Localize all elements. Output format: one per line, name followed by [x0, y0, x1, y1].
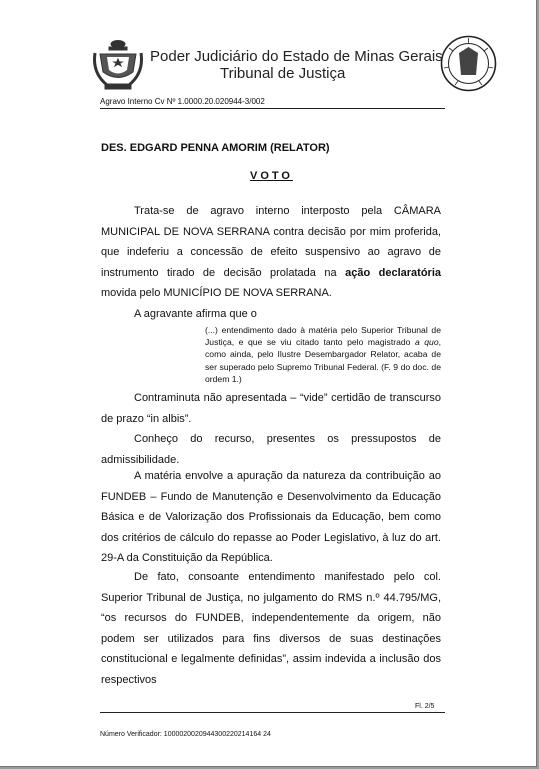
paragraph-1: Trata-se de agravo interno interposto pela CÂMARA MUNICIPAL DE NOVA SERRANA contra decisão por mim proferida, que indeferiu a concessão de efeito suspensivo ao agravo de instrumento tirado de decisão prolatada na ação declaratória movida pelo MUNICÍPIO DE NOVA SERRANA.: [101, 205, 442, 300]
court-subtitle: Tribunal de Justiça: [220, 65, 346, 82]
court-name: Poder Judiciário do Estado de Minas Gerais: [150, 48, 443, 65]
paragraph-2: A agravante afirma que o: [134, 308, 257, 320]
footer-divider: [100, 712, 445, 713]
paragraph-6: De fato, consoante entendimento manifestado pelo col. Superior Tribunal de Justiça, no julgamento do RMS n.º 44.795/MG, “os recursos do FUNDEB, independentemente da origem, não podem ser utilizados para fins diversos de suas destinações constitucional e legalmente definidas”, assim indevida a inclusão dos respectivos: [101, 571, 441, 686]
relator-heading: DES. EDGARD PENNA AMORIM (RELATOR): [101, 142, 330, 154]
header-divider: [100, 108, 445, 109]
paragraph-5: A matéria envolve a apuração da natureza da contribuição ao FUNDEB – Fundo de Manutenção e Desenvolvimento da Educação Básica e de Valorização dos Profissionais da Educação, bem como dos critérios de cálculo do repasse ao Poder Legislativo, à luz do art. 29-A da Constituição da República.: [101, 470, 441, 565]
court-seal-icon: [440, 35, 497, 92]
coat-of-arms-icon: [93, 39, 143, 91]
case-number: Agravo Interno Cv Nº 1.0000.20.020944-3/002: [100, 97, 265, 106]
verifier-number: Número Verificador: 1000020020944300220214164 24: [100, 731, 271, 738]
paragraph-3: Contraminuta não apresentada – “vide” certidão de transcurso de prazo “in albis”.: [101, 392, 441, 425]
folio-number: Fl. 2/5: [415, 703, 435, 710]
block-quote: (...) entendimento dado à matéria pelo Superior Tribunal de Justiça, e que se viu citado tanto pelo magistrado a quo, como ainda, pelo Ilustre Desembargador Relator, acaba de ser superado pelo Supremo Tribunal Federal. (F. 9 do doc. de ordem 1.): [205, 325, 441, 384]
paragraph-4: Conheço do recurso, presentes os pressupostos de admissibilidade.: [101, 433, 441, 466]
voto-title: VOTO: [250, 170, 293, 182]
